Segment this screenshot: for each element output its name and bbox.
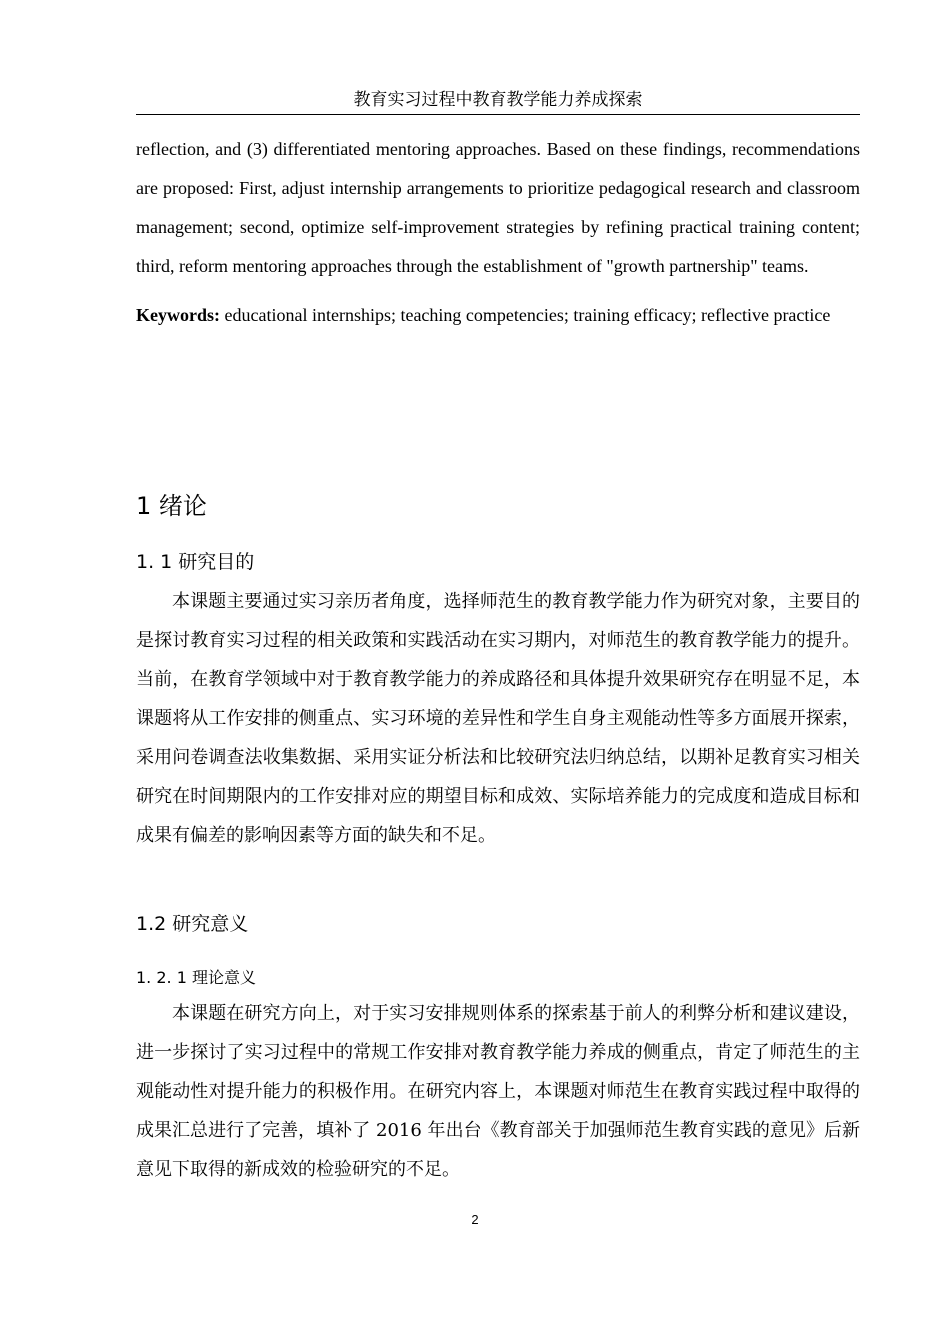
purpose-paragraph: 本课题主要通过实习亲历者角度，选择师范生的教育教学能力作为研究对象，主要目的是探讨教育实习过程的相关政策和实践活动在实习期内，对师范生的教育教学能力的提升。当前，在教育学领域中对于教育教学能力的养成路径和具体提升效果研究存在明显不足，本课题将从工作安排的侧重点、实习环境的差异性和学生自身主观能动性等多方面展开探索，采用问卷调查法收集数据、采用实证分析法和比较研究法归纳总结，以期补足教育实习相关研究在时间期限内的工作安排对应的期望目标和成效、实际培养能力的完成度和造成目标和成果有偏差的影响因素等方面的缺失和不足。	[136, 591, 860, 846]
keywords-line	[136, 296, 860, 335]
keywords-label: Keywords:	[136, 305, 220, 325]
running-header: 教育实习过程中教育教学能力养成探索	[136, 88, 860, 115]
keywords-text: educational internships; teaching competencies; training efficacy; reflective practice	[224, 305, 831, 325]
chapter-heading: 1 绪论	[136, 492, 207, 520]
subsection-heading-theory: 1. 2. 1 理论意义	[136, 968, 256, 987]
abstract-section	[136, 130, 860, 335]
theory-paragraph: 本课题在研究方向上，对于实习安排规则体系的探索基于前人的利弊分析和建议建设，进一步探讨了实习过程中的常规工作安排对教育教学能力养成的侧重点，肯定了师范生的主观能动性对提升能力的积极作用。在研究内容上，本课题对师范生在教育实践过程中取得的成果汇总进行了完善，填补了 2016 年出台《教育部关于加强师范生教育实践的意见》后新意见下取得的新成效的检验研究的不足。	[136, 1003, 860, 1180]
abstract-continuation: reflection, and (3) differentiated mentoring approaches. Based on these findings, recommendations are proposed: First, adjust internship arrangements to prioritize pedagogical research and classroom management; second, optimize self-improvement strategies by refining practical training content; third, reform mentoring approaches through the establishment of "growth partnership" teams.	[136, 139, 860, 276]
section-heading-significance: 1.2 研究意义	[136, 913, 249, 935]
page-number: 2	[471, 1212, 479, 1227]
section-heading-purpose: 1. 1 研究目的	[136, 551, 255, 573]
